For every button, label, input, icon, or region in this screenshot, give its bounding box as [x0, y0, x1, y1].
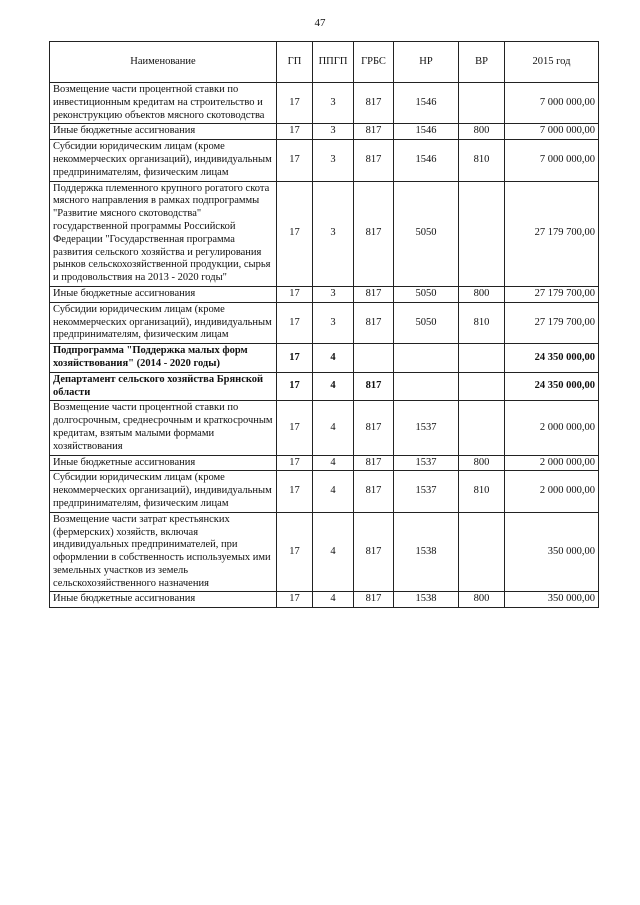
cell-grbs: 817: [354, 181, 394, 286]
header-name: Наименование: [50, 42, 277, 83]
cell-name: Возмещение части процентной ставки по долгосрочным, среднесрочным и краткосрочным кредитам, взятым малыми формами хозяйствования: [50, 401, 277, 455]
cell-ppgp: 3: [313, 181, 354, 286]
cell-vr: 810: [459, 140, 505, 181]
table-row: [50, 286, 599, 302]
budget-table: [49, 41, 599, 608]
cell-name: Возмещение части затрат крестьянских (фермерских) хозяйств, включая индивидуальных предпринимателей, при оформлении в собственность используемых ими земельных участков из земель сельскохозяйственного назначения: [50, 512, 277, 592]
cell-np: [394, 344, 459, 373]
cell-name: Субсидии юридическим лицам (кроме некоммерческих организаций), индивидуальным предпринимателям, физическим лицам: [50, 471, 277, 512]
cell-vr: 800: [459, 286, 505, 302]
cell-np: 1538: [394, 512, 459, 592]
cell-grbs: 817: [354, 302, 394, 343]
cell-ppgp: 3: [313, 140, 354, 181]
cell-amount: 2 000 000,00: [505, 401, 599, 455]
table-row: [50, 455, 599, 471]
table-row: [50, 372, 599, 401]
cell-name: Иные бюджетные ассигнования: [50, 592, 277, 608]
header-year: 2015 год: [505, 42, 599, 83]
cell-name: Иные бюджетные ассигнования: [50, 455, 277, 471]
table-row: [50, 140, 599, 181]
table-row: [50, 302, 599, 343]
cell-gp: 17: [277, 512, 313, 592]
cell-gp: 17: [277, 372, 313, 401]
cell-gp: 17: [277, 344, 313, 373]
cell-amount: 7 000 000,00: [505, 124, 599, 140]
cell-ppgp: 3: [313, 302, 354, 343]
cell-ppgp: 4: [313, 455, 354, 471]
cell-amount: 350 000,00: [505, 512, 599, 592]
header-grbs: ГРБС: [354, 42, 394, 83]
cell-np: 1537: [394, 471, 459, 512]
cell-amount: 24 350 000,00: [505, 372, 599, 401]
cell-ppgp: 4: [313, 592, 354, 608]
cell-ppgp: 3: [313, 83, 354, 124]
cell-gp: 17: [277, 181, 313, 286]
cell-vr: [459, 401, 505, 455]
cell-np: 1537: [394, 455, 459, 471]
table-row: [50, 344, 599, 373]
cell-amount: 7 000 000,00: [505, 83, 599, 124]
cell-grbs: 817: [354, 471, 394, 512]
table-row: [50, 181, 599, 286]
cell-name: Иные бюджетные ассигнования: [50, 124, 277, 140]
cell-gp: 17: [277, 592, 313, 608]
table-row: [50, 83, 599, 124]
cell-grbs: 817: [354, 401, 394, 455]
cell-grbs: [354, 344, 394, 373]
cell-gp: 17: [277, 455, 313, 471]
cell-amount: 7 000 000,00: [505, 140, 599, 181]
cell-name: Департамент сельского хозяйства Брянской области: [50, 372, 277, 401]
cell-vr: 800: [459, 455, 505, 471]
table-row: [50, 592, 599, 608]
cell-ppgp: 3: [313, 286, 354, 302]
cell-grbs: 817: [354, 512, 394, 592]
header-gp: ГП: [277, 42, 313, 83]
cell-name: Иные бюджетные ассигнования: [50, 286, 277, 302]
cell-ppgp: 4: [313, 471, 354, 512]
cell-np: 1546: [394, 83, 459, 124]
cell-gp: 17: [277, 140, 313, 181]
table-body: [50, 83, 599, 608]
table-header-row: [50, 42, 599, 83]
cell-vr: 810: [459, 471, 505, 512]
cell-grbs: 817: [354, 372, 394, 401]
cell-grbs: 817: [354, 286, 394, 302]
cell-ppgp: 4: [313, 512, 354, 592]
cell-amount: 350 000,00: [505, 592, 599, 608]
page-number: 47: [314, 17, 326, 29]
cell-ppgp: 4: [313, 401, 354, 455]
cell-gp: 17: [277, 401, 313, 455]
cell-ppgp: 3: [313, 124, 354, 140]
cell-vr: [459, 181, 505, 286]
cell-np: 1546: [394, 140, 459, 181]
cell-vr: 810: [459, 302, 505, 343]
cell-amount: 2 000 000,00: [505, 471, 599, 512]
cell-gp: 17: [277, 286, 313, 302]
cell-grbs: 817: [354, 83, 394, 124]
cell-np: 5050: [394, 181, 459, 286]
cell-amount: 27 179 700,00: [505, 181, 599, 286]
cell-amount: 2 000 000,00: [505, 455, 599, 471]
cell-np: 5050: [394, 286, 459, 302]
cell-name: Подпрограмма "Поддержка малых форм хозяйствования" (2014 - 2020 годы): [50, 344, 277, 373]
cell-amount: 24 350 000,00: [505, 344, 599, 373]
cell-name: Субсидии юридическим лицам (кроме некоммерческих организаций), индивидуальным предпринимателям, физическим лицам: [50, 140, 277, 181]
cell-np: 1537: [394, 401, 459, 455]
cell-gp: 17: [277, 302, 313, 343]
header-ppgp: ППГП: [313, 42, 354, 83]
cell-vr: [459, 83, 505, 124]
cell-np: 1546: [394, 124, 459, 140]
table-row: [50, 512, 599, 592]
cell-grbs: 817: [354, 124, 394, 140]
cell-gp: 17: [277, 83, 313, 124]
cell-gp: 17: [277, 124, 313, 140]
cell-name: Субсидии юридическим лицам (кроме некоммерческих организаций), индивидуальным предпринимателям, физическим лицам: [50, 302, 277, 343]
cell-name: Возмещение части процентной ставки по инвестиционным кредитам на строительство и реконструкцию объектов мясного скотоводства: [50, 83, 277, 124]
table-row: [50, 401, 599, 455]
header-np: НР: [394, 42, 459, 83]
cell-grbs: 817: [354, 140, 394, 181]
cell-grbs: 817: [354, 592, 394, 608]
table-row: [50, 124, 599, 140]
cell-amount: 27 179 700,00: [505, 302, 599, 343]
cell-vr: [459, 344, 505, 373]
cell-vr: [459, 372, 505, 401]
cell-gp: 17: [277, 471, 313, 512]
cell-np: 1538: [394, 592, 459, 608]
cell-np: 5050: [394, 302, 459, 343]
cell-name: Поддержка племенного крупного рогатого скота мясного направления в рамках подпрограммы "Развитие мясного скотоводства" государственной программы Российской Федерации "Государственная программа развития сельского хозяйства и регулирования рынков сельскохозяйственной продукции, сырья и продовольствия на 2013 - 2020 годы": [50, 181, 277, 286]
cell-np: [394, 372, 459, 401]
cell-vr: [459, 512, 505, 592]
cell-ppgp: 4: [313, 344, 354, 373]
table-row: [50, 471, 599, 512]
cell-vr: 800: [459, 592, 505, 608]
cell-grbs: 817: [354, 455, 394, 471]
cell-amount: 27 179 700,00: [505, 286, 599, 302]
cell-vr: 800: [459, 124, 505, 140]
header-vr: ВР: [459, 42, 505, 83]
cell-ppgp: 4: [313, 372, 354, 401]
